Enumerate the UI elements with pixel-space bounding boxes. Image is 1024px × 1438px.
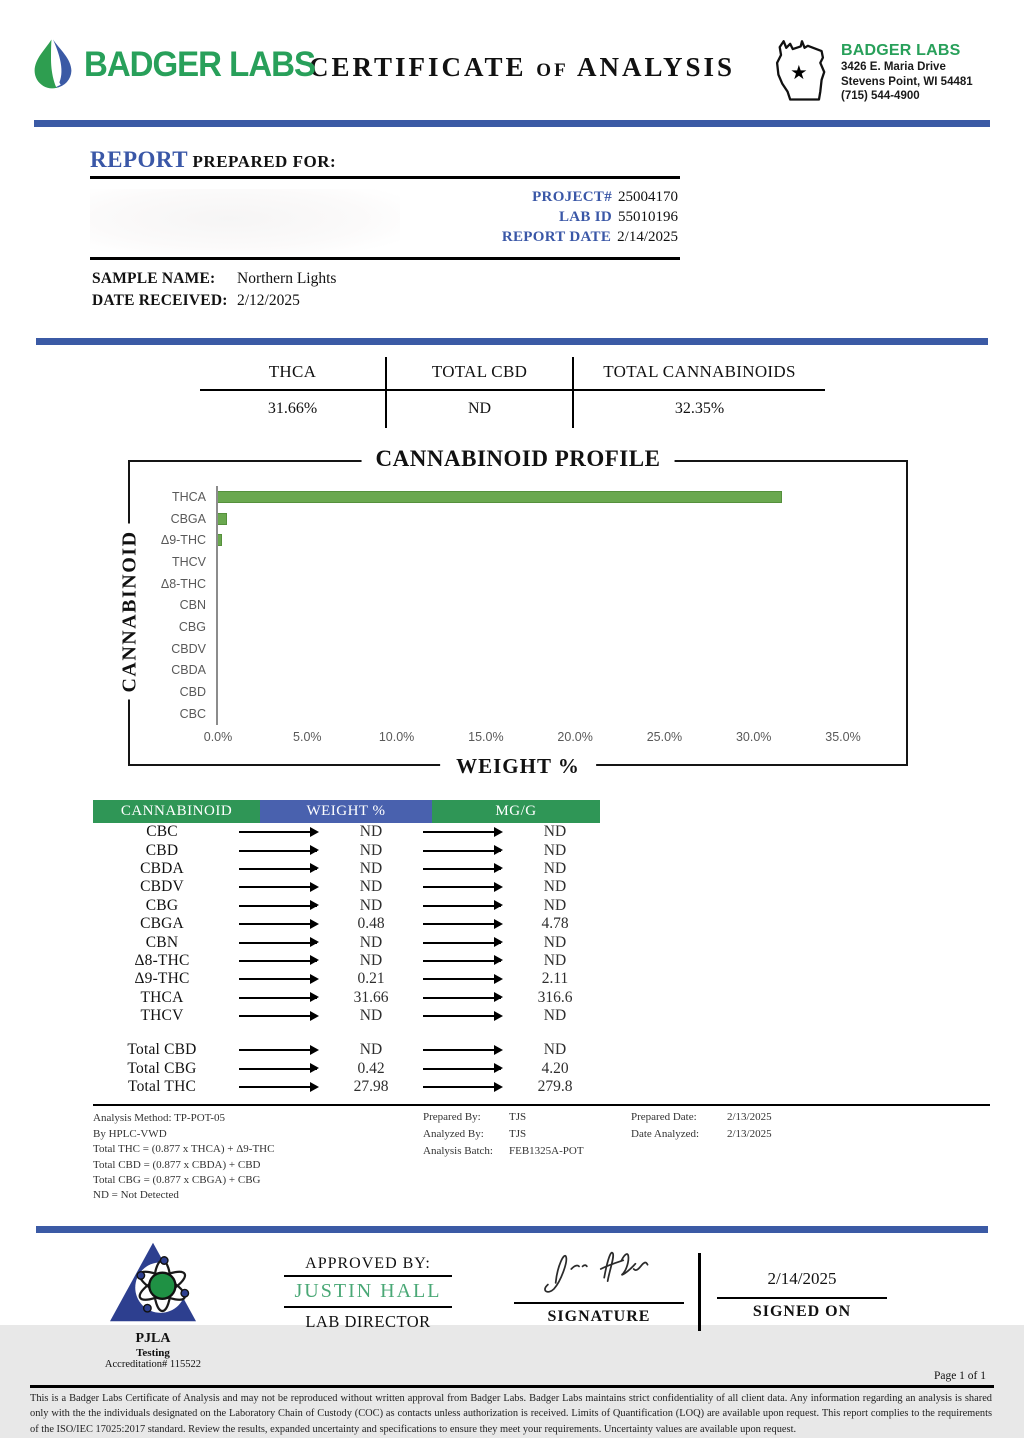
method-line: Analysis Method: TP-POT-05 bbox=[93, 1112, 226, 1125]
lab-address-line2: Stevens Point, WI 54481 bbox=[841, 75, 973, 88]
chart-category-label: THCV bbox=[171, 554, 206, 569]
section-band-bottom bbox=[36, 1226, 988, 1233]
arrow-icon bbox=[423, 1049, 501, 1051]
mg-per-g-value: ND bbox=[543, 951, 567, 969]
pjla-accreditation-logo bbox=[105, 1239, 201, 1325]
summary-column-value: 32.35% bbox=[674, 400, 725, 417]
summary-column-label: TOTAL CBD bbox=[387, 357, 572, 391]
chart-plot-area bbox=[216, 594, 841, 616]
chart-plot-area bbox=[216, 638, 841, 660]
brand-name: BADGER LABS bbox=[84, 43, 316, 84]
summary-column-label: TOTAL CANNABINOIDS bbox=[574, 357, 825, 391]
chart-plot-area bbox=[216, 703, 841, 725]
arrow-icon bbox=[423, 868, 501, 870]
chart-plot-area bbox=[216, 616, 841, 638]
metadata-cell: Analysis Batch: bbox=[423, 1145, 493, 1158]
client-name-redacted bbox=[90, 189, 400, 255]
metadata-cell: FEB1325A-POT bbox=[509, 1145, 584, 1158]
mg-per-g-value: ND bbox=[543, 1007, 567, 1025]
arrow-icon bbox=[239, 1086, 317, 1088]
cannabinoid-profile-chart bbox=[118, 446, 908, 778]
cannabinoid-name: Δ9-THC bbox=[134, 970, 190, 988]
results-table-body bbox=[93, 823, 600, 1096]
report-field-value: 55010196 bbox=[618, 209, 678, 225]
method-line: Total CBD = (0.877 x CBDA) + CBD bbox=[93, 1158, 261, 1171]
table-row bbox=[93, 841, 600, 859]
arrow-icon bbox=[423, 923, 501, 925]
cannabinoid-name: CBDA bbox=[140, 859, 184, 877]
sample-info-label: SAMPLE NAME: bbox=[92, 270, 216, 287]
sample-info-value: Northern Lights bbox=[237, 270, 337, 287]
mg-per-g-value: ND bbox=[543, 823, 567, 841]
chart-plot-area bbox=[216, 573, 841, 595]
method-line: ND = Not Detected bbox=[93, 1189, 179, 1202]
arrow-icon bbox=[423, 1086, 501, 1088]
chart-tick-label: 10.0% bbox=[378, 729, 415, 744]
accreditation-org: PJLA bbox=[135, 1330, 171, 1346]
footer-divider bbox=[30, 1385, 994, 1388]
mg-per-g-value: ND bbox=[543, 841, 567, 859]
method-line: Total CBG = (0.877 x CBGA) + CBG bbox=[93, 1174, 261, 1187]
lab-address-block bbox=[764, 36, 996, 108]
weight-percent-value: 0.42 bbox=[357, 1059, 385, 1077]
results-table-header-cell: CANNABINOID bbox=[93, 800, 260, 823]
report-field-value: 25004170 bbox=[618, 189, 678, 205]
cannabinoid-name: THCV bbox=[140, 1007, 184, 1025]
weight-percent-value: ND bbox=[359, 841, 383, 859]
chart-x-axis-ticks bbox=[203, 729, 861, 750]
metadata-cell: TJS bbox=[509, 1111, 527, 1124]
arrow-icon bbox=[423, 1068, 501, 1070]
signature-divider bbox=[698, 1253, 701, 1331]
weight-percent-value: ND bbox=[359, 1041, 383, 1059]
arrow-icon bbox=[239, 978, 317, 980]
metadata-cell: 2/13/2025 bbox=[727, 1111, 772, 1124]
weight-percent-value: ND bbox=[359, 1007, 383, 1025]
weight-percent-value: 31.66 bbox=[353, 988, 389, 1006]
chart-row bbox=[130, 660, 906, 682]
cannabinoid-name: CBG bbox=[145, 896, 179, 914]
chart-tick-label: 5.0% bbox=[293, 729, 322, 744]
table-row bbox=[93, 1078, 600, 1096]
chart-category-label: CBGA bbox=[170, 511, 206, 526]
cannabinoid-name: Total CBD bbox=[127, 1041, 197, 1059]
arrow-icon bbox=[239, 942, 317, 944]
chart-tick-label: 25.0% bbox=[646, 729, 683, 744]
mg-per-g-value: 279.8 bbox=[537, 1078, 573, 1096]
chart-plot-area bbox=[216, 551, 841, 573]
weight-percent-value: ND bbox=[359, 823, 383, 841]
potency-summary bbox=[200, 357, 825, 428]
signature-image bbox=[519, 1243, 679, 1295]
chart-row bbox=[130, 529, 906, 551]
cannabinoid-name: Total CBG bbox=[127, 1059, 197, 1077]
mg-per-g-value: 316.6 bbox=[537, 988, 573, 1006]
approver-name: JUSTIN HALL bbox=[284, 1277, 452, 1308]
arrow-icon bbox=[239, 886, 317, 888]
chart-category-label: CBD bbox=[179, 685, 206, 700]
mg-per-g-value: 2.11 bbox=[541, 970, 569, 988]
mg-per-g-value: ND bbox=[543, 878, 567, 896]
legal-disclaimer: This is a Badger Labs Certificate of Analysis and may not be reproduced without written approval from Badger Labs. Badger Labs maintains strict confidentiality of all client data. Any information regarding an analysis is shared only with the the individuals designated on the Laboratory Chain of Custody (COC) as contacts unless authorization is received. Limits of Quantification (LOQ) are available upon request. This report complies to the requirements of the ISO/IEC 17025:2017 standard. Review the results, expanded uncertainty and specifications to ensure they meet your requirements. Uncertainty values are available upon request. bbox=[30, 1392, 992, 1436]
arrow-icon bbox=[423, 997, 501, 999]
approved-by-block bbox=[284, 1239, 452, 1332]
lab-phone: (715) 544-4900 bbox=[841, 90, 920, 103]
chart-category-label: Δ8-THC bbox=[160, 576, 206, 591]
metadata-cell: Prepared By: bbox=[423, 1111, 481, 1124]
accreditation-block bbox=[88, 1239, 218, 1370]
method-line: By HPLC-VWD bbox=[93, 1127, 167, 1140]
preparation-metadata bbox=[423, 1111, 827, 1203]
chart-plot-area bbox=[216, 508, 841, 530]
report-field-label: REPORT DATE bbox=[501, 229, 612, 245]
chart-row bbox=[130, 573, 906, 595]
chart-bar bbox=[218, 491, 782, 503]
weight-percent-value: ND bbox=[359, 933, 383, 951]
method-footnotes bbox=[93, 1104, 990, 1203]
page-number: Page 1 of 1 bbox=[933, 1369, 986, 1382]
approval-section bbox=[88, 1239, 984, 1370]
signature-block bbox=[514, 1239, 684, 1326]
results-table-header-cell: MG/G bbox=[432, 800, 600, 823]
arrow-icon bbox=[423, 886, 501, 888]
mg-per-g-value: ND bbox=[543, 933, 567, 951]
cannabinoid-name: CBDV bbox=[140, 878, 184, 896]
chart-category-label: CBDV bbox=[171, 641, 206, 656]
arrow-icon bbox=[239, 1049, 317, 1051]
weight-percent-value: 0.21 bbox=[357, 970, 385, 988]
arrow-icon bbox=[239, 831, 317, 833]
chart-bar bbox=[218, 534, 222, 546]
sample-info-value: 2/12/2025 bbox=[237, 292, 300, 309]
arrow-icon bbox=[423, 1015, 501, 1017]
cannabinoid-name: Total THC bbox=[127, 1078, 197, 1096]
mg-per-g-value: 4.20 bbox=[541, 1059, 569, 1077]
metadata-cell bbox=[727, 1145, 827, 1157]
report-field-value: 2/14/2025 bbox=[617, 229, 678, 245]
arrow-icon bbox=[239, 850, 317, 852]
table-row bbox=[93, 1041, 600, 1059]
sample-info bbox=[90, 260, 680, 324]
arrow-icon bbox=[423, 831, 501, 833]
table-row bbox=[93, 878, 600, 896]
table-row bbox=[93, 915, 600, 933]
table-row bbox=[93, 933, 600, 951]
summary-column bbox=[200, 357, 385, 428]
report-field-label: LAB ID bbox=[558, 209, 612, 225]
chart-rows bbox=[130, 462, 906, 725]
lab-address-line1: 3426 E. Maria Drive bbox=[841, 61, 946, 73]
table-row bbox=[93, 823, 600, 841]
chart-plot-area bbox=[216, 660, 841, 682]
chart-row bbox=[130, 616, 906, 638]
table-row bbox=[93, 860, 600, 878]
arrow-icon bbox=[239, 905, 317, 907]
weight-percent-value: 0.48 bbox=[357, 915, 385, 933]
sample-info-row bbox=[92, 290, 680, 312]
wisconsin-map-icon bbox=[764, 36, 836, 108]
star-icon: ★ bbox=[790, 63, 808, 85]
chart-x-axis-label: WEIGHT % bbox=[440, 754, 596, 779]
results-table bbox=[93, 800, 600, 1096]
signed-on-label: SIGNED ON bbox=[717, 1297, 887, 1321]
table-row bbox=[93, 1060, 600, 1078]
page-header bbox=[0, 0, 1024, 108]
signature-label: SIGNATURE bbox=[514, 1302, 684, 1326]
chart-title: CANNABINOID PROFILE bbox=[362, 446, 675, 472]
arrow-icon bbox=[423, 905, 501, 907]
metadata-cell: Analyzed By: bbox=[423, 1128, 484, 1141]
arrow-icon bbox=[239, 1015, 317, 1017]
summary-column bbox=[385, 357, 572, 428]
signed-on-date: 2/14/2025 bbox=[767, 1268, 837, 1288]
arrow-icon bbox=[239, 1068, 317, 1070]
brand-logo bbox=[30, 36, 316, 92]
summary-column-value: 31.66% bbox=[267, 400, 318, 417]
chart-tick-label: 15.0% bbox=[468, 729, 504, 744]
mg-per-g-value: ND bbox=[543, 859, 567, 877]
arrow-icon bbox=[239, 997, 317, 999]
arrow-icon bbox=[423, 960, 501, 962]
chart-row bbox=[130, 508, 906, 530]
page-title: CERTIFICATE of ANALYSIS bbox=[308, 52, 736, 82]
report-heading bbox=[90, 147, 680, 176]
cannabinoid-name: CBD bbox=[145, 841, 179, 859]
chart-row bbox=[130, 681, 906, 703]
summary-column-label: THCA bbox=[200, 357, 385, 391]
results-table-header-cell: WEIGHT % bbox=[260, 800, 432, 823]
lab-name: BADGER LABS bbox=[841, 42, 961, 59]
prepared-for-label: PREPARED FOR: bbox=[192, 152, 337, 171]
arrow-icon bbox=[239, 923, 317, 925]
results-table-header bbox=[93, 800, 600, 823]
accreditation-number: Accreditation# 115522 bbox=[104, 1358, 202, 1370]
signed-on-block bbox=[717, 1239, 887, 1321]
chart-tick-label: 20.0% bbox=[557, 729, 593, 744]
report-heading-word: REPORT bbox=[90, 147, 189, 172]
metadata-cell: TJS bbox=[509, 1128, 527, 1141]
chart-row bbox=[130, 551, 906, 573]
weight-percent-value: ND bbox=[359, 896, 383, 914]
cannabinoid-name: CBN bbox=[145, 933, 179, 951]
method-line: Total THC = (0.877 x THCA) + Δ9-THC bbox=[93, 1143, 275, 1156]
summary-column-value: ND bbox=[467, 400, 492, 417]
arrow-icon bbox=[239, 868, 317, 870]
mg-per-g-value: ND bbox=[543, 1041, 567, 1059]
header-divider bbox=[34, 120, 990, 127]
arrow-icon bbox=[239, 960, 317, 962]
summary-column bbox=[572, 357, 825, 428]
chart-category-label: Δ9-THC bbox=[160, 533, 206, 548]
chart-row bbox=[130, 638, 906, 660]
method-lines bbox=[93, 1111, 383, 1203]
chart-category-label: CBG bbox=[178, 619, 206, 634]
chart-category-label: CBN bbox=[179, 598, 206, 613]
sample-info-label: DATE RECEIVED: bbox=[92, 292, 228, 309]
cannabinoid-name: CBC bbox=[146, 823, 178, 841]
table-row bbox=[93, 989, 600, 1007]
table-row bbox=[93, 952, 600, 970]
arrow-icon bbox=[423, 978, 501, 980]
table-row bbox=[93, 1007, 600, 1025]
lab-address-text bbox=[841, 36, 973, 108]
approved-by-label: APPROVED BY: bbox=[284, 1255, 452, 1277]
chart-tick-label: 35.0% bbox=[825, 729, 861, 744]
weight-percent-value: ND bbox=[359, 878, 383, 896]
arrow-icon bbox=[423, 850, 501, 852]
approver-title: LAB DIRECTOR bbox=[305, 1311, 431, 1331]
section-band bbox=[36, 338, 988, 345]
chart-tick-label: 0.0% bbox=[203, 729, 233, 744]
weight-percent-value: 27.98 bbox=[353, 1078, 389, 1096]
chart-row bbox=[130, 486, 906, 508]
cannabinoid-name: Δ8-THC bbox=[134, 951, 190, 969]
chart-plot-area bbox=[216, 486, 841, 508]
metadata-cell: Prepared Date: bbox=[631, 1111, 697, 1124]
chart-y-axis-label: CANNABINOID bbox=[119, 524, 142, 700]
report-info-section bbox=[90, 147, 680, 324]
chart-plot-area bbox=[216, 681, 841, 703]
cannabinoid-name: CBGA bbox=[140, 915, 184, 933]
mg-per-g-value: ND bbox=[543, 896, 567, 914]
chart-tick-label: 30.0% bbox=[735, 729, 772, 744]
metadata-cell: 2/13/2025 bbox=[727, 1128, 772, 1141]
chart-category-label: CBC bbox=[179, 706, 206, 721]
accreditation-type: Testing bbox=[136, 1346, 170, 1359]
mg-per-g-value: 4.78 bbox=[541, 915, 569, 933]
metadata-cell: Date Analyzed: bbox=[631, 1128, 700, 1141]
table-row bbox=[93, 970, 600, 988]
chart-category-label: CBDA bbox=[171, 663, 206, 678]
report-field-label: PROJECT# bbox=[532, 189, 612, 205]
cannabinoid-name: THCA bbox=[140, 988, 184, 1006]
metadata-cell bbox=[631, 1145, 723, 1157]
table-row bbox=[93, 897, 600, 915]
chart-row bbox=[130, 703, 906, 725]
arrow-icon bbox=[423, 942, 501, 944]
chart-plot-area bbox=[216, 529, 841, 551]
chart-category-label: THCA bbox=[171, 489, 206, 504]
chart-bar bbox=[218, 513, 227, 525]
badger-labs-drop-icon bbox=[30, 36, 76, 92]
sample-info-row bbox=[92, 268, 680, 290]
weight-percent-value: ND bbox=[359, 859, 383, 877]
weight-percent-value: ND bbox=[359, 951, 383, 969]
chart-row bbox=[130, 594, 906, 616]
